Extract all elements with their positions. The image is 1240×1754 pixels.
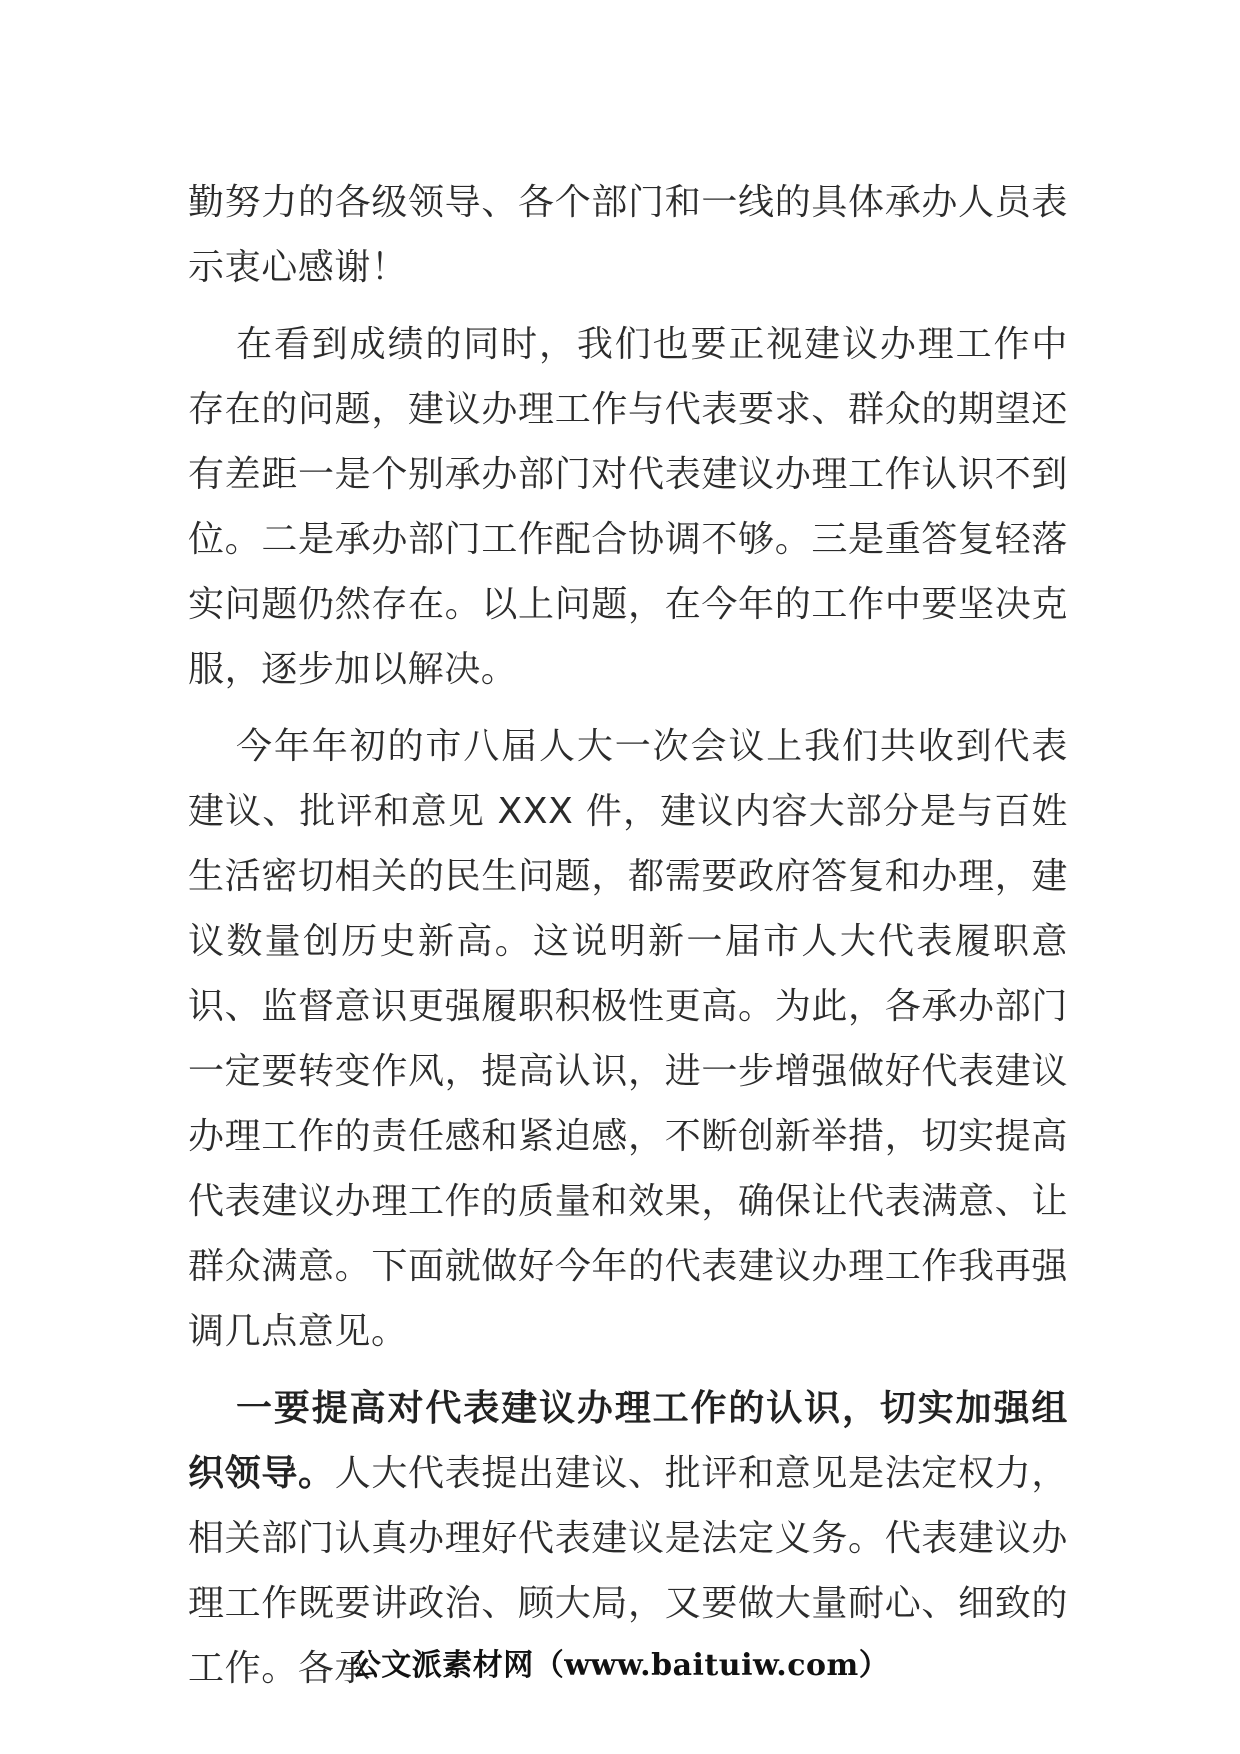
paragraph-2 — [188, 312, 1068, 702]
paragraph-1-text: 勤努力的各级领导、各个部门和一线的具体承办人员表示衷心感谢！ — [188, 182, 1068, 288]
document-body — [188, 170, 1068, 1701]
paragraph-4-text: 人大代表提出建议、批评和意见是法定权力，相关部门认真办理好代表建议是法定义务。代表建议办理工作既要讲政治、顾大局，又要做大量耐心、细致的工作。各承 — [188, 1453, 1068, 1689]
footer-watermark: 公文派素材网（www.baituiw.com） — [350, 1648, 890, 1683]
paragraph-3 — [188, 714, 1068, 1364]
paragraph-1 — [188, 170, 1068, 300]
paragraph-3-text: 今年年初的市八届人大一次会议上我们共收到代表建议、批评和意见 XXX 件，建议内容大部分是与百姓生活密切相关的民生问题，都需要政府答复和办理，建议数量创历史新高。这说明新一届市人大代表履职意识、监督意识更强履职积极性更高。为此，各承办部门一定要转变作风，提高认识，进一步增强做好代表建议办理工作的责任感和紧迫感，不断创新举措，切实提高代表建议办理工作的质量和效果，确保让代表满意、让群众满意。下面就做好今年的代表建议办理工作我再强调几点意见。 — [188, 726, 1068, 1352]
paragraph-4-heading: 一要提高对代表建议办理工作的认识，切实加强组织领导。 — [188, 1388, 1068, 1494]
paragraph-2-text: 在看到成绩的同时，我们也要正视建议办理工作中存在的问题，建议办理工作与代表要求、群众的期望还有差距一是个别承办部门对代表建议办理工作认识不到位。二是承办部门工作配合协调不够。三是重答复轻落实问题仍然存在。以上问题，在今年的工作中要坚决克服，逐步加以解决。 — [188, 324, 1068, 690]
